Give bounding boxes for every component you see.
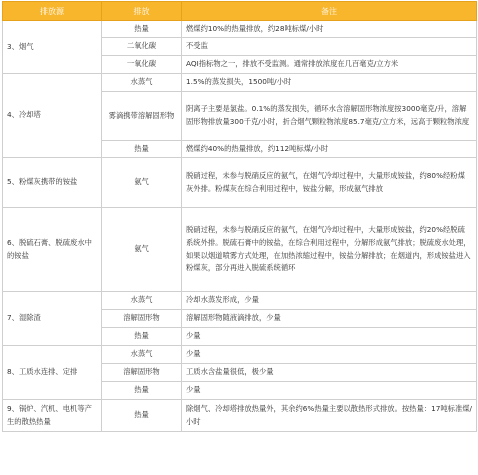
source-cell: 3、烟气 <box>3 21 102 74</box>
note-cell: 少量 <box>182 328 477 346</box>
note-cell: 1.5%的蒸发损失，1500吨/小时 <box>182 74 477 92</box>
emission-cell: 二氧化碳 <box>102 38 182 56</box>
note-cell: 溶解固形物随液滴排放，少量 <box>182 310 477 328</box>
emission-cell: 水蒸气 <box>102 74 182 92</box>
note-cell: 不受监 <box>182 38 477 56</box>
emission-cell: 氨气 <box>102 208 182 292</box>
table-row <box>3 21 477 38</box>
note-cell: 冷却水蒸发形成，少量 <box>182 292 477 310</box>
note-cell: AQI指标物之一，排放不受监测。通常排放浓度在几百毫克/立方米 <box>182 56 477 74</box>
table-row <box>3 74 477 92</box>
emission-cell: 一氧化碳 <box>102 56 182 74</box>
note-cell: 少量 <box>182 382 477 400</box>
source-cell: 8、工质水连排、定排 <box>3 346 102 400</box>
source-cell: 5、粉煤灰携带的铵盐 <box>3 158 102 208</box>
header-emission: 排放 <box>102 2 182 21</box>
table-row <box>3 158 477 208</box>
emission-cell: 溶解固形物 <box>102 364 182 382</box>
emission-cell: 水蒸气 <box>102 292 182 310</box>
table-row <box>3 346 477 364</box>
table-row <box>3 400 477 432</box>
source-cell: 9、锅炉、汽机、电机等产生的散热热量 <box>3 400 102 432</box>
note-cell: 脱硝过程，未参与脱硝反应的氨气，在烟气冷却过程中，大量形成铵盐，约20%经脱硫系统外排。脱硫石膏中的铵盐，在综合利用过程中，分解形成氨气排放；脱硫废水处理，如果以烟道喷雾方式处理，在加热浓缩过程中，铵盐分解排放；在烟道内，形成铵盐进入粉煤灰，部分再进入脱硫系统循环 <box>182 208 477 292</box>
source-cell: 6、脱硫石膏、脱硫废水中的铵盐 <box>3 208 102 292</box>
source-cell: 7、湿除渣 <box>3 292 102 346</box>
source-cell: 4、冷却塔 <box>3 74 102 158</box>
emission-cell: 雾滴携带溶解固形物 <box>102 92 182 141</box>
emission-cell: 热量 <box>102 21 182 38</box>
header-source: 排放源 <box>3 2 102 21</box>
emission-cell: 溶解固形物 <box>102 310 182 328</box>
emission-cell: 氨气 <box>102 158 182 208</box>
header-note: 备注 <box>182 2 477 21</box>
note-cell: 除烟气、冷却塔排放热量外，其余约6%热量主要以散热形式排放。按热量：17吨标准煤/小时 <box>182 400 477 432</box>
header-row <box>3 2 477 21</box>
emission-cell: 水蒸气 <box>102 346 182 364</box>
emission-cell: 热量 <box>102 141 182 158</box>
note-cell: 工质水含盐量很低，极少量 <box>182 364 477 382</box>
table-row <box>3 208 477 292</box>
note-cell: 脱硝过程，未参与脱硝反应的氨气，在烟气冷却过程中，大量形成铵盐，约80%经粉煤灰外排。粉煤灰在综合利用过程中，铵盐分解，形成氨气排放 <box>182 158 477 208</box>
note-cell: 少量 <box>182 346 477 364</box>
table-row <box>3 292 477 310</box>
emission-cell: 热量 <box>102 328 182 346</box>
note-cell: 阴离子主要是氯盐。0.1%的蒸发损失，循环水含溶解固形物浓度按3000毫克/升，溶解固形物排放量300千克/小时，折合烟气颗粒物浓度85.7毫克/立方米，远高于颗粒物浓度 <box>182 92 477 141</box>
note-cell: 燃煤约10%的热量排放，约28吨标煤/小时 <box>182 21 477 38</box>
emission-cell: 热量 <box>102 382 182 400</box>
emission-table <box>2 1 477 432</box>
emission-cell: 热量 <box>102 400 182 432</box>
note-cell: 燃煤约40%的热量排放，约112吨标煤/小时 <box>182 141 477 158</box>
